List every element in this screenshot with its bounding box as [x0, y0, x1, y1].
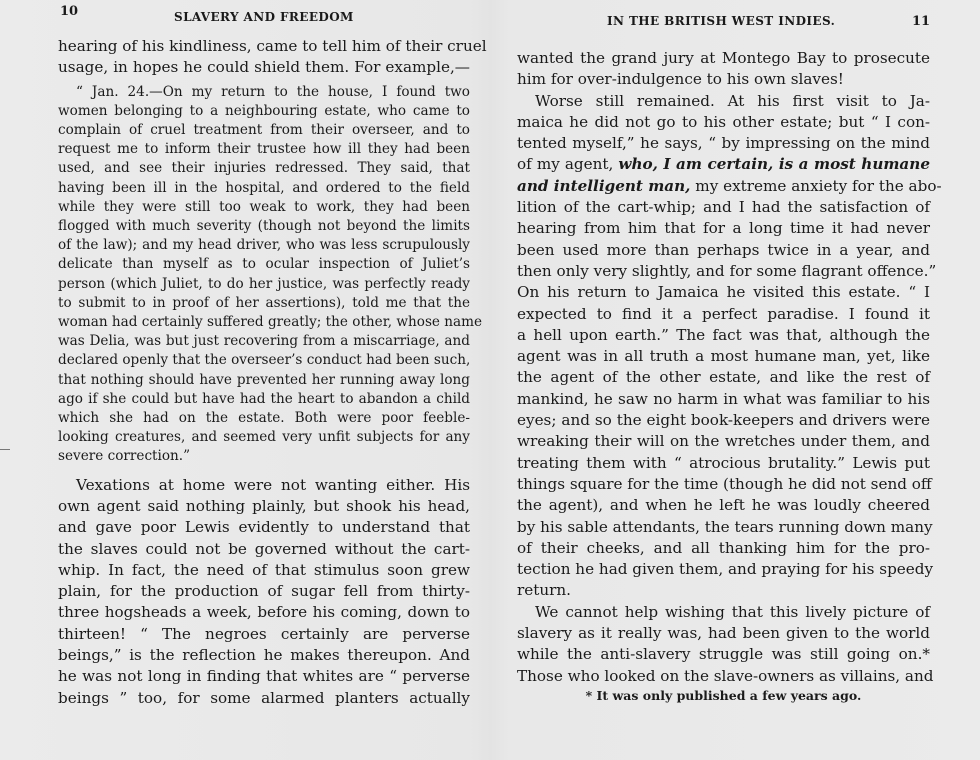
text-line: own agent said nothing plainly, but shook his head, — [58, 496, 470, 515]
quote-line: woman had certainly suffered greatly; the other, whose name — [58, 314, 483, 331]
text-line: On his return to Jamaica he visited this estate. “ I — [517, 283, 930, 302]
text-line: agent was in all truth a most humane man, yet, like — [517, 347, 930, 366]
quote-line: person (which Juliet, to do her justice, was perfectly ready — [58, 275, 470, 292]
text-line: expected to find it a perfect paradise. I found it — [517, 304, 930, 323]
text-line: Those who looked on the slave-owners as villains, and — [517, 666, 934, 685]
text-line: by his sable attendants, the tears running down many — [517, 517, 933, 536]
quote-line: was Delia, was but just recovering from a miscarriage, and — [58, 333, 470, 350]
text-line: hearing of his kindliness, came to tell him of their cruel — [58, 37, 487, 55]
text-line: and gave poor Lewis evidently to understand that — [58, 518, 470, 537]
margin-mark — [0, 449, 10, 450]
text-line: Worse still remained. At his first visit to Ja- — [535, 91, 930, 110]
italic-emphasis: who, I am certain, is a most humane — [618, 155, 930, 174]
text-line: the slaves could not be governed without the cart- — [58, 539, 470, 558]
page-number: 10 — [60, 4, 79, 19]
quote-line: to submit to in proof of her assertions), told me that the — [58, 294, 470, 311]
quote-line: complain of cruel treatment from their overseer, and to — [58, 122, 470, 138]
text-line: thirteen! “ The negroes certainly are perverse — [58, 624, 470, 643]
page-number: 11 — [912, 14, 931, 29]
text-line: tection he had given them, and praying for his speedy — [517, 560, 934, 579]
quote-line: request me to inform their trustee how ill they had been — [58, 141, 470, 158]
quote-line: of the law); and my head driver, who was less scrupulously — [58, 237, 470, 254]
text-line: return. — [517, 581, 572, 600]
text-run: my extreme anxiety for the abo- — [695, 176, 942, 195]
quote-line: looking creatures, and seemed very unfit subjects for any — [58, 429, 470, 446]
italic-emphasis: and intelligent man, — [517, 176, 691, 195]
quote-line: which she had on the estate. Both were poor feeble- — [58, 410, 470, 427]
text-line — [517, 154, 930, 175]
left-body — [58, 36, 487, 709]
text-line: beings,” is the reflection he makes thereupon. And — [58, 646, 470, 665]
text-line: things square for the time (though he did not send off — [517, 474, 932, 493]
text-line: We cannot help wishing that this lively picture of — [535, 602, 930, 621]
text-line: plain, for the production of sugar fell from thirty- — [58, 582, 470, 601]
text-line: beings ” too, for some alarmed planters actually — [58, 688, 470, 707]
text-line: then only very slightly, and for some flagrant offence.” — [517, 261, 937, 280]
text-line: wanted the grand jury at Montego Bay to prosecute — [517, 49, 930, 67]
quote-line: ago if she could but have had the heart to abandon a child — [58, 390, 470, 407]
quote-line: “ Jan. 24.—On my return to the house, I found two — [76, 83, 470, 100]
text-line: maica he did not go to his other estate; but “ I con- — [517, 112, 930, 131]
text-line: he was not long in finding that whites are “ perverse — [58, 667, 470, 686]
running-head: IN THE BRITISH WEST INDIES. — [607, 14, 836, 28]
running-head: SLAVERY AND FREEDOM — [174, 10, 354, 24]
text-line: Vexations at home were not wanting either. His — [76, 475, 470, 494]
quote-line: that nothing should have prevented her running away long — [58, 371, 470, 388]
text-line: tented myself,” he says, “ by impressing on the mind — [517, 134, 930, 153]
text-line: lition of the cart-whip; and I had the satisfaction of — [517, 198, 930, 217]
text-line — [517, 176, 942, 197]
text-line: a hell upon earth.” The fact was that, although the — [517, 325, 930, 344]
text-line: whip. In fact, the need of that stimulus soon grew — [58, 560, 470, 579]
text-line: wreaking their will on the wretches under them, and — [517, 432, 930, 451]
text-line: slavery as it really was, had been given to the world — [517, 624, 930, 643]
footnote: * It was only published a few years ago. — [585, 688, 862, 703]
quote-line: flogged with much severity (though not beyond the limits — [58, 218, 470, 235]
text-line: the agent), and when he left he was loudly cheered — [517, 496, 930, 515]
text-line: the agent of the other estate, and like the rest of — [517, 368, 930, 387]
quote-line: women belonging to a neighbouring estate, who came to — [58, 102, 470, 119]
text-run: of my agent, — [517, 155, 619, 174]
text-line: hearing from him that for a long time it had never — [517, 219, 930, 238]
right-body — [517, 48, 942, 687]
text-line: of their cheeks, and all thanking him for the pro- — [517, 538, 930, 557]
quote-line: while they were still too weak to work, they had been — [58, 198, 470, 215]
text-line: three hogsheads a week, before his coming, down to — [58, 603, 470, 622]
quote-line: delicate than myself as to ocular inspection of Juliet’s — [58, 256, 470, 273]
quote-line: declared openly that the overseer’s conduct had been such, — [58, 352, 471, 369]
text-line: him for over-indulgence to his own slaves! — [517, 70, 844, 89]
text-line: while the anti-slavery struggle was still going on.* — [517, 645, 930, 664]
text-line: been used more than perhaps twice in a year, and — [517, 240, 930, 259]
quote-line: having been ill in the hospital, and ordered to the field — [58, 179, 470, 196]
text-line: treating them with “ atrocious brutality.” Lewis put — [517, 453, 930, 472]
quote-line: severe correction.” — [58, 448, 191, 465]
text-line: usage, in hopes he could shield them. For example,— — [58, 58, 470, 77]
block-quote — [58, 83, 483, 467]
quote-line: used, and see their injuries redressed. They said, that — [58, 160, 470, 177]
text-line: eyes; and so the eight book-keepers and drivers were — [517, 411, 930, 430]
text-line: mankind, he saw no harm in what was familiar to his — [517, 389, 930, 408]
